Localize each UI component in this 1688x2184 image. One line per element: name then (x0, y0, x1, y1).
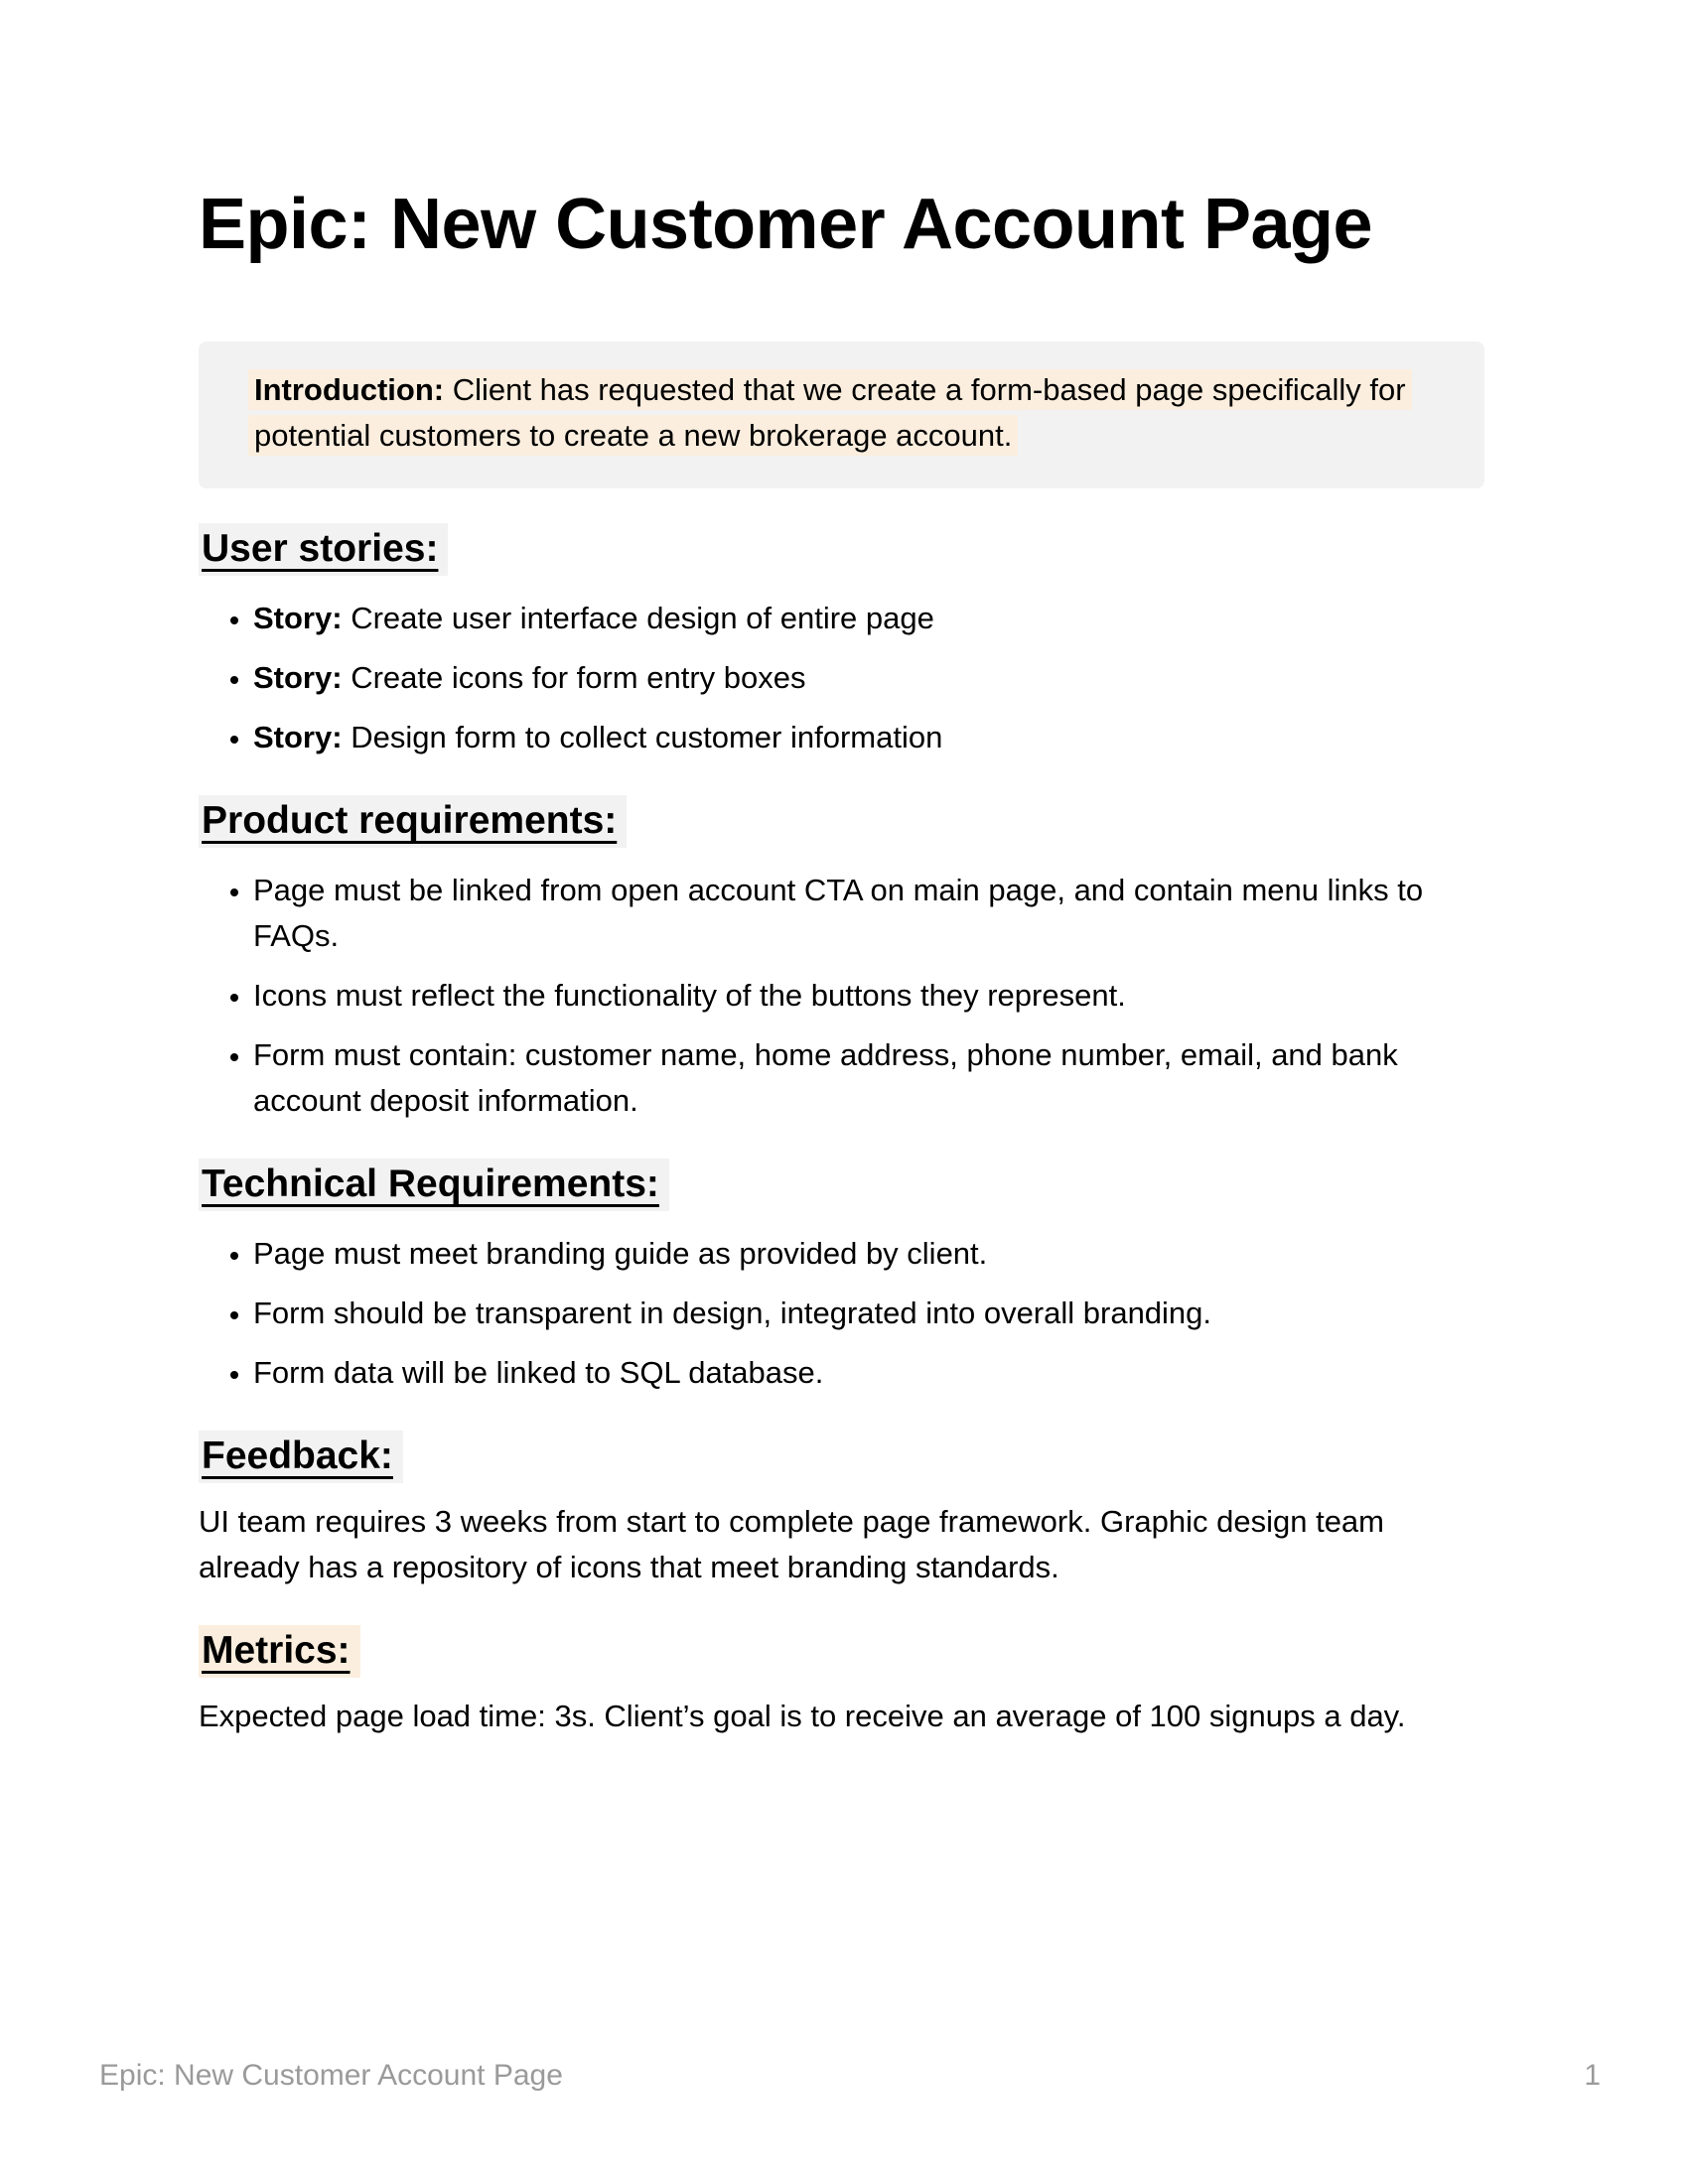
list-item: • Page must be linked from open account CTA on main page, and contain menu links to FAQs. (253, 868, 1484, 959)
story-text: Design form to collect customer information (351, 720, 943, 754)
footer-page-number: 1 (1584, 2059, 1601, 2092)
page-title: Epic: New Customer Account Page (199, 185, 1373, 264)
intro-label: Introduction: (254, 372, 445, 407)
intro-highlight (248, 369, 1412, 456)
list-item: • Form must contain: customer name, home address, phone number, email, and bank account deposit information. (253, 1032, 1484, 1124)
product-requirements-list (199, 868, 1484, 1124)
heading-metrics: Metrics: (199, 1626, 1484, 1676)
story-lead: Story: (253, 660, 343, 695)
list-item (253, 715, 1484, 760)
footer-document-title: Epic: New Customer Account Page (99, 2059, 563, 2092)
story-lead: Story: (253, 601, 343, 635)
story-text: Create icons for form entry boxes (351, 660, 806, 695)
intro-callout-box (199, 341, 1484, 488)
heading-product-requirements: Product requirements: (199, 796, 1484, 846)
heading-technical-requirements: Technical Requirements: (199, 1160, 1484, 1209)
intro-text: Client has requested that we create a form-based page specifically for potential customers to create a new brokerage account. (254, 372, 1406, 453)
story-lead: Story: (253, 720, 343, 754)
list-item (253, 655, 1484, 701)
story-text: Create user interface design of entire page (351, 601, 934, 635)
list-item (253, 596, 1484, 641)
feedback-paragraph: UI team requires 3 weeks from start to complete page framework. Graphic design team already has a repository of icons that meet branding standards. (199, 1504, 1384, 1584)
metrics-paragraph: Expected page load time: 3s. Client’s goal is to receive an average of 100 signups a day. (199, 1699, 1406, 1733)
list-item: • Form data will be linked to SQL database. (253, 1350, 1484, 1396)
user-stories-list (199, 596, 1484, 760)
intro-paragraph (248, 367, 1435, 459)
heading-feedback: Feedback: (199, 1432, 1484, 1481)
page-footer (99, 2059, 1601, 2093)
list-item: • Icons must reflect the functionality of the buttons they represent. (253, 973, 1484, 1019)
list-item: • Form should be transparent in design, integrated into overall branding. (253, 1291, 1484, 1336)
list-item: • Page must meet branding guide as provided by client. (253, 1231, 1484, 1277)
technical-requirements-list (199, 1231, 1484, 1396)
heading-user-stories: User stories: (199, 524, 1484, 574)
